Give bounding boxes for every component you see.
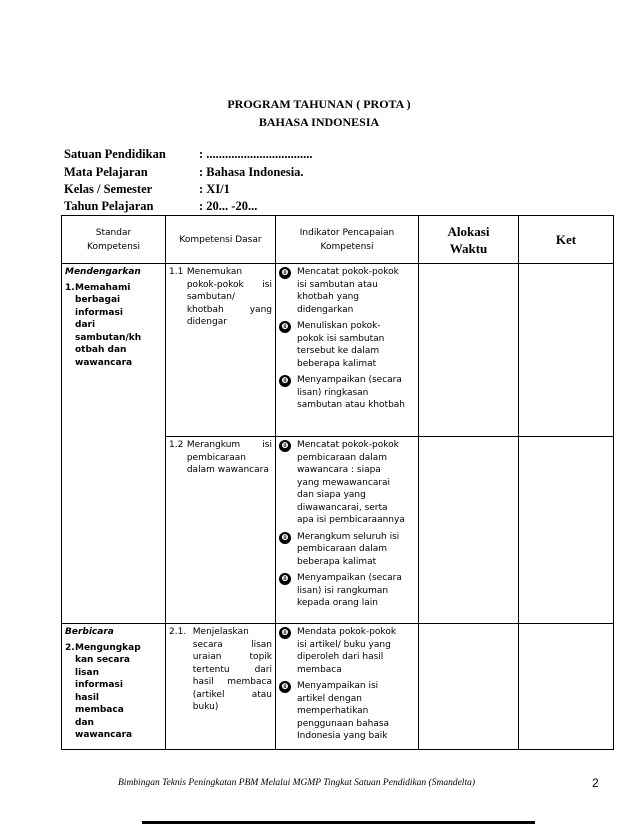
- prota-table: [61, 215, 614, 750]
- meta-value: : Bahasa Indonesia.: [199, 165, 304, 179]
- indicator-text: Mencatat pokok-pokok isi sambutan atau khotbah yang didengarkan: [297, 267, 399, 315]
- sk-competency: [65, 642, 161, 742]
- kd-number: 2.1.: [169, 627, 187, 637]
- indicator-item: [279, 439, 414, 527]
- kd-number: 1.2: [169, 440, 184, 450]
- indicator-item: [279, 531, 414, 569]
- indicator-text: Menuliskan pokok-pokok isi sambutan tersebut ke dalam beberapa kalimat: [297, 321, 385, 369]
- meta-label: Satuan Pendidikan: [64, 147, 166, 161]
- doc-subtitle: BAHASA INDONESIA: [258, 115, 380, 129]
- kompetensi-dasar-cell: [166, 624, 276, 750]
- header-indikator: Indikator Pencapaian Kompetensi: [276, 216, 419, 264]
- kd-number: 1.1: [169, 267, 184, 277]
- indicator-item: [279, 374, 414, 412]
- sk-label: Berbicara: [65, 627, 114, 637]
- alokasi-waktu-cell: [419, 624, 519, 750]
- footer-rule: [142, 821, 535, 824]
- alokasi-waktu-cell: [419, 437, 519, 624]
- sk-text: Memahami berbagai informasi dari sambutan/kh otbah dan wawancara: [75, 282, 142, 368]
- header-standar-kompetensi: Standar Kompetensi: [62, 216, 166, 264]
- kompetensi-dasar-cell: [166, 437, 276, 624]
- indicator-text: Menyampaikan (secara lisan) ringkasan sambutan atau khotbah: [297, 375, 406, 410]
- kd-text: Menjelaskan secara lisan uraian topik tertentu dari hasil membaca (artikel atau buku): [192, 627, 272, 712]
- doc-title: PROGRAM TAHUNAN ( PROTA ): [227, 97, 411, 111]
- meta-label: Mata Pelajaran: [64, 165, 148, 179]
- sk-label: Mendengarkan: [65, 267, 141, 277]
- indicator-text: Merangkum seluruh isi pembicaraan dalam beberapa kalimat: [297, 531, 400, 567]
- bullet-icon: ❽: [279, 627, 291, 639]
- bullet-icon: ❽: [279, 267, 291, 279]
- indicator-text: Menyampaikan (secara lisan) isi rangkuman kepada orang lain: [297, 573, 402, 608]
- indikator-cell: [276, 437, 419, 624]
- bullet-icon: ❽: [279, 375, 291, 387]
- indicator-item: [279, 320, 414, 370]
- sk-number: 2.: [65, 642, 75, 653]
- header-alokasi-waktu: Alokasi Waktu: [419, 216, 519, 264]
- indicator-item: [279, 680, 414, 743]
- meta-label: Kelas / Semester: [64, 182, 153, 196]
- kompetensi-dasar-cell: [166, 264, 276, 437]
- table-row: [62, 264, 614, 437]
- bullet-icon: ❽: [279, 440, 291, 452]
- header-ket: Ket: [519, 216, 614, 264]
- meta-value: : ..................................: [199, 147, 313, 161]
- bullet-icon: ❽: [279, 681, 291, 693]
- ket-cell: [519, 264, 614, 437]
- page-number: 2: [592, 776, 599, 790]
- sk-competency: [65, 282, 161, 370]
- kd-item: [169, 626, 272, 714]
- ket-cell: [519, 437, 614, 624]
- bullet-icon: ❽: [279, 532, 291, 544]
- indicator-text: Mendata pokok-pokok isi artikel/ buku yang diperoleh dari hasil membaca: [297, 627, 397, 675]
- ket-cell: [519, 624, 614, 750]
- alokasi-waktu-cell: [419, 264, 519, 437]
- kd-text: Merangkum isi pembicaraan dalam wawancara: [186, 440, 272, 475]
- indicator-text: Menyampaikan isi artikel dengan memperhatikan penggunaan bahasa Indonesia yang baik: [297, 681, 390, 741]
- indikator-cell: [276, 624, 419, 750]
- indicator-item: [279, 266, 414, 316]
- kd-item: [169, 266, 272, 329]
- header-kompetensi-dasar: Kompetensi Dasar: [166, 216, 276, 264]
- meta-value: : XI/1: [199, 182, 230, 196]
- meta-label: Tahun Pelajaran: [64, 199, 154, 213]
- indikator-cell: [276, 264, 419, 437]
- bullet-icon: ❽: [279, 573, 291, 585]
- table-row: [62, 624, 614, 750]
- kd-text: Menemukan pokok-pokok isi sambutan/ khotbah yang didengar: [186, 267, 272, 327]
- bullet-icon: ❽: [279, 321, 291, 333]
- footer-text: Bimbingan Teknis Peningkatan PBM Melalui MGMP Tingkat Satuan Pendidikan (Smandelta): [118, 778, 475, 788]
- sk-text: Mengungkap kan secara lisan informasi hasil membaca dan wawancara: [75, 642, 141, 740]
- sk-number: 1.: [65, 282, 75, 293]
- standar-kompetensi-cell: [62, 264, 166, 624]
- meta-value: : 20... -20...: [199, 199, 258, 213]
- indicator-item: [279, 626, 414, 676]
- kd-item: [169, 439, 272, 477]
- standar-kompetensi-cell: [62, 624, 166, 750]
- indicator-item: [279, 572, 414, 610]
- indicator-text: Mencatat pokok-pokok pembicaraan dalam wawancara : siapa yang mewawancarai dan siapa yang diwawancarai, serta apa isi pembicaraannya: [297, 440, 405, 525]
